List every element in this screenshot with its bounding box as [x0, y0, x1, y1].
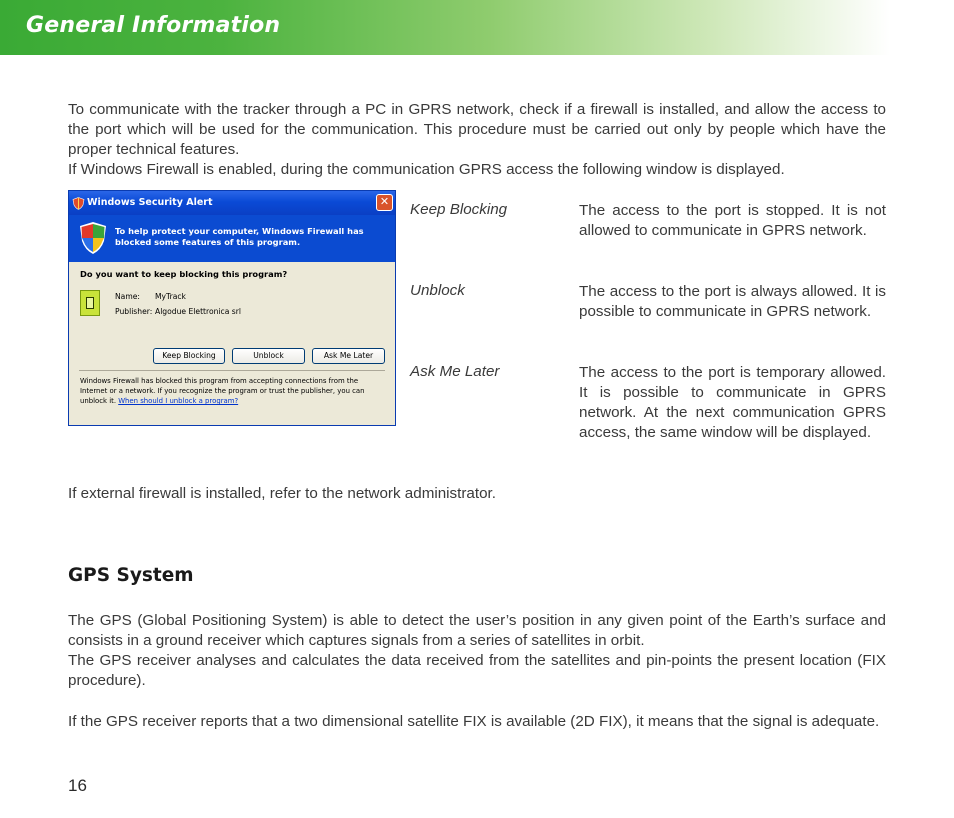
- unblock-button[interactable]: Unblock: [232, 348, 305, 364]
- external-firewall-note: If external firewall is installed, refer to the network administrator.: [68, 485, 496, 502]
- section-title: General Information: [26, 13, 281, 38]
- application-icon: [80, 290, 100, 316]
- name-label: Name:: [115, 292, 140, 301]
- windows-security-alert-dialog: [68, 190, 396, 426]
- option-term-keep-blocking: Keep Blocking: [410, 201, 508, 218]
- gps-paragraph-3: If the GPS receiver reports that a two dimensional satellite FIX is available (2D FIX), it means that the signal is adequate.: [68, 713, 880, 730]
- shield-icon: [72, 196, 85, 209]
- option-desc-unblock: The access to the port is always allowed. It is possible to communicate in GPRS network.: [579, 283, 886, 320]
- option-desc-ask-me-later: The access to the port is temporary allowed. It is possible to communicate in GPRS network. At the next communication GPRS access, the same window will be displayed.: [579, 364, 886, 441]
- name-value: MyTrack: [155, 292, 186, 301]
- option-desc-keep-blocking: The access to the port is stopped. It is not allowed to communicate in GPRS network.: [579, 202, 886, 239]
- publisher-value: Algodue Elettronica srl: [155, 307, 241, 316]
- publisher-label: Publisher:: [115, 307, 153, 316]
- unblock-help-link[interactable]: When should I unblock a program?: [118, 397, 239, 405]
- dialog-banner-text: To help protect your computer, Windows Firewall has blocked some features of this program.: [115, 226, 364, 247]
- dialog-info: [80, 376, 380, 406]
- dialog-question: Do you want to keep blocking this program?: [80, 269, 288, 279]
- dialog-title: Windows Security Alert: [87, 197, 213, 208]
- section-header-bar: [0, 0, 890, 55]
- dialog-info-text: Windows Firewall has blocked this program from accepting connections from the Internet or a network. If you recognize the program or trust the publisher, you can unblock it.: [80, 377, 365, 405]
- option-term-ask-me-later: Ask Me Later: [410, 363, 500, 380]
- dialog-separator: [79, 370, 385, 371]
- dialog-body: [69, 262, 395, 426]
- security-shield-icon: [79, 221, 107, 255]
- close-icon[interactable]: ✕: [376, 194, 393, 211]
- dialog-titlebar[interactable]: [69, 191, 395, 215]
- keep-blocking-button[interactable]: Keep Blocking: [153, 348, 225, 364]
- intro-paragraph: To communicate with the tracker through a PC in GPRS network, check if a firewall is installed, and allow the access to the port which will be used for the communication. This procedure must be carried out only by people which have the proper technical features.: [68, 101, 886, 158]
- gps-paragraph-1: The GPS (Global Positioning System) is able to detect the user’s position in any given point of the Earth’s surface and consists in a ground receiver which captures signals from a series of satellites in orbit.: [68, 612, 886, 649]
- gps-paragraph-2: The GPS receiver analyses and calculates the data received from the satellites and pin-points the present location (FIX procedure).: [68, 652, 886, 689]
- intro-paragraph-2: If Windows Firewall is enabled, during the communication GPRS access the following window is displayed.: [68, 161, 785, 178]
- dialog-banner: [69, 215, 395, 262]
- page-number: 16: [68, 776, 87, 795]
- gps-heading: GPS System: [68, 565, 194, 586]
- ask-me-later-button[interactable]: Ask Me Later: [312, 348, 385, 364]
- option-term-unblock: Unblock: [410, 282, 465, 299]
